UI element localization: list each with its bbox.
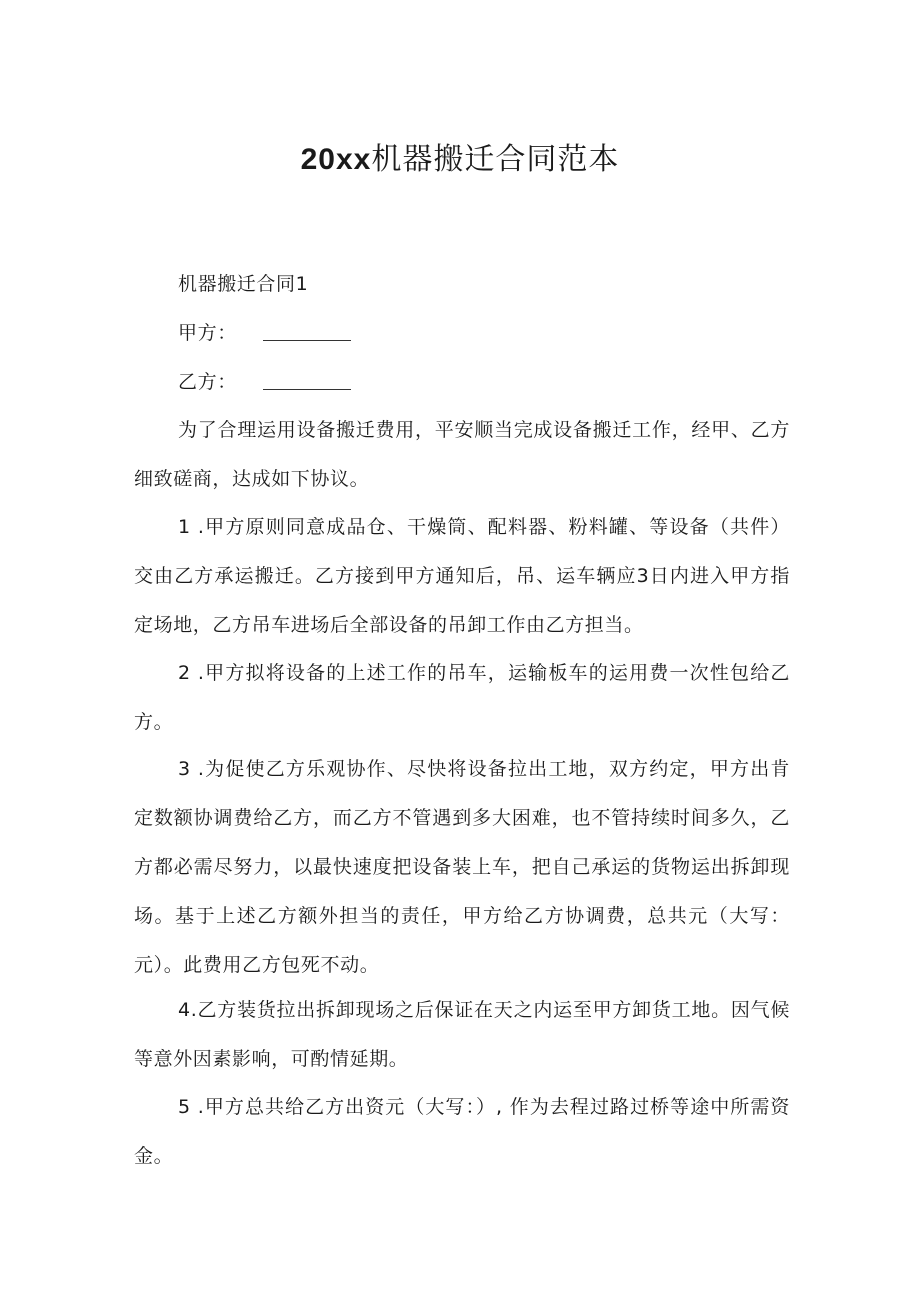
document-title (0, 140, 920, 180)
party-a-label: 甲方： (178, 322, 237, 344)
paragraph-intro: 为了合理运用设备搬迁费用，平安顺当完成设备搬迁工作，经甲、乙方细致磋商，达成如下协议。 (134, 419, 790, 490)
paragraph-clause-3: 3 .为促使乙方乐观协作、尽快将设备拉出工地，双方约定，甲方出肯定数额协调费给乙方，而乙方不管遇到多大困难，也不管持续时间多久，乙方都必需尽努力，以最快速度把设备装上车，把自己承运的货物运出拆卸现场。基于上述乙方额外担当的责任，甲方给乙方协调费，总共元（大写：元）。此费用乙方包死不动。 (134, 758, 790, 976)
title-year: 20xx (300, 143, 372, 176)
paragraph-clause-2: 2 .甲方拟将设备的上述工作的吊车，运输板车的运用费一次性包给乙方。 (134, 662, 790, 733)
party-a-blank (263, 322, 351, 341)
title-text: 机器搬迁合同范本 (371, 142, 620, 177)
party-a-line (134, 321, 351, 345)
paragraph-clause-5: 5 .甲方总共给乙方出资元（大写：）, 作为去程过路过桥等途中所需资金。 (134, 1096, 790, 1167)
party-b-blank (263, 371, 351, 390)
paragraph-clause-4: 4.乙方装货拉出拆卸现场之后保证在天之内运至甲方卸货工地。因气候等意外因素影响，可酌情延期。 (134, 999, 790, 1070)
party-b-label: 乙方： (178, 371, 237, 393)
party-b-line (134, 370, 351, 394)
contract-subtitle: 机器搬迁合同1 (178, 273, 309, 295)
paragraph-clause-1: 1 .甲方原则同意成品仓、干燥筒、配料器、粉料罐、等设备（共件）交由乙方承运搬迁。乙方接到甲方通知后，吊、运车辆应3日内进入甲方指定场地，乙方吊车进场后全部设备的吊卸工作由乙方担当。 (134, 516, 790, 636)
